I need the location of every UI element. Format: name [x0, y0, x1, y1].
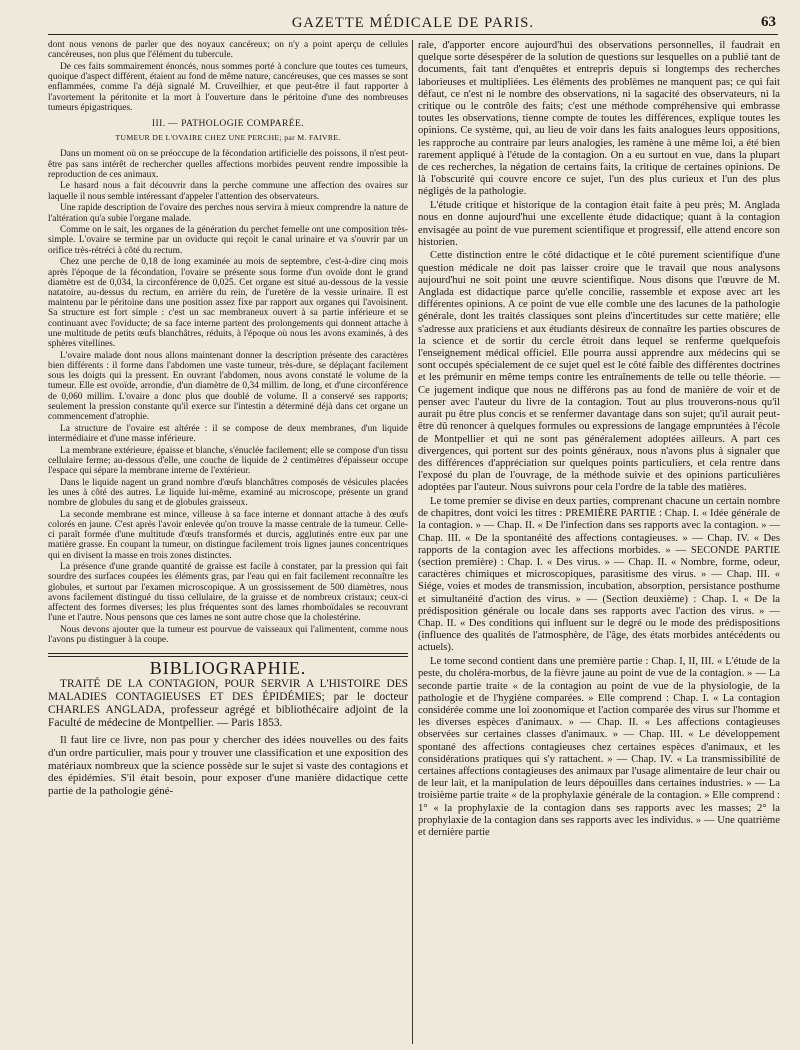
left-column — [48, 40, 408, 1044]
paragraph: Cette distinction entre le côté didactique et le côté purement scientifique d'une question médicale ne doit pas laisser croire que le travail que nous analysons aujourd'hui ne soit point une œuvre scientifique. Nous disons que l'œuvre de M. Anglada est didactique parce qu'elle concilie, rassemble et expose avec art les différentes opinions. A ce point de vue elle comble une des lacunes de la pathologie générale, dont les traités classiques sont pleins d'incertitudes sur cette matière; elle s'adresse aux praticiens et aux étudiants désireux de connaître les parties obscures de la science et de sortir du cercle étroit dans lequel se renferme quelquefois l'enseignement médical officiel. Elle pourra aussi apprendre aux médecins qui se sont occupés spécialement de ce sujet quel est le côté faible des différentes doctrines et les prémunir en même temps contre les entraînements de telle ou telle théorie. — Ce jugement indique que nous ne différons pas au fond de manière de voir et de penser avec l'auteur du livre de la contagion. Tout au plus trouverons-nous qu'il aurait pu être plus concis et se renfermer davantage dans son sujet; qu'il aurait peut-être dû renoncer à quelques formules ou expressions de langage empruntées à l'école de Montpellier et qui ne sont pas généralement adoptées ailleurs. A part ces divergences, qui portent sur des points généraux, nous n'avons plus à signaler que des différences d'appréciation sur quelques points particuliers, et cela rentre dans l'exposé du plan de l'ouvrage, de la méthode suivie et des opinions particulières adoptées par l'auteur. Nous suivrons pour cela l'ordre de la table des matières. — [418, 250, 780, 494]
column-divider — [412, 40, 413, 1044]
paragraph: Le tome premier se divise en deux parties, comprenant chacune un certain nombre de chapitres, dont voici les titres : PREMIÈRE PARTIE : Chap. I. « Idée générale de la contagion. » — Chap. II. « De l'infection dans ses rapports avec la contagion. » — Chap. III. « De la spontanéité des affections contagieuses. » — Chap. IV. « Des rapports de la contagion avec les affections morbides. » — SECONDE PARTIE (section première) : Chap. I. « Des virus. » — Chap. II. « Nombre, forme, odeur, caractères chimiques et microscopiques, parasitisme des virus. » — Chap. III. « Siége, voies et modes de transmission, incubation, absorption, persistance posthume et simultanéité d'action des virus. » — (Section deuxième) : Chap. I. « De la prédisposition générale ou locale dans ses rapports avec l'action des virus. » — Chap. II. « Des conditions qui influent sur le degré ou le mode des prédispositions (influence des qualités de l'atmosphère, de l'âge, des états morbides antécédents ou actuels). — [418, 496, 780, 654]
paragraph: Une rapide description de l'ovaire des perches nous servira à mieux comprendre la nature de l'altération qu'a subie l'organe malade. — [48, 203, 408, 224]
paragraph: L'ovaire malade dont nous allons maintenant donner la description présente des caractères bien différents : il forme dans l'abdomen une vaste tumeur, très-dure, se déplaçant facilement sous les doigts qui la pressent. En ouvrant l'abdomen, nous avons constaté le volume de la tumeur. Elle est ovoïde, arrondie, d'un diamètre de 0,34 millim. de long, et d'une circonférence de 0,060 millim. L'ovaire a donc plus que doublé de volume. Il a conservé ses rapports; seulement la pression constante qu'il exerce sur l'intestin a déterminé déjà dans cet organe un commencement d'atrophie. — [48, 350, 408, 422]
paragraph: La présence d'une grande quantité de graisse est facile à constater, par la pression qui fait sourdre des surfaces coupées les éléments gras, par l'eau qui en fait facilement reconnaître les globules, et surtout par l'examen microscopique. A un grossissement de 500 diamètres, nous avons facilement distingué du tissu cellulaire, de la graisse et de nombreux cristaux; ceux-ci affectent des formes diverses; les plus fréquentes sont des lames rhomboïdales se recouvrant l'une et l'autre. Nous pensons que ces lames ne sont autre chose que la cholestérine. — [48, 562, 408, 624]
book-citation: TRAITÉ DE LA CONTAGION, POUR SERVIR A L'HISTOIRE DES MALADIES CONTAGIEUSES ET DES ÉPIDÉMIES; par le docteur CHARLES ANGLADA, professeur agrégé et bibliothécaire adjoint de la Faculté de médecine de Montpellier. — Paris 1853. — [48, 677, 408, 730]
section-heading: III. — PATHOLOGIE COMPARÉE. — [151, 117, 305, 129]
page-number: 63 — [761, 14, 776, 30]
paragraph: La seconde membrane est mince, villeuse à sa face interne et donnant attache à des œufs colorés en jaune. C'est après l'avoir enlevée qu'on trouve la masse centrale de la tumeur. Celle-ci paraît formée d'une multitude d'œufs transformés et durcis, agglutinés entre eux par une matière grasse. En coupant la tumeur, on distingue facilement trois lignes jaunes concentriques qui en divisent la masse en trois zones distinctes. — [48, 509, 408, 561]
paragraph: Il faut lire ce livre, non pas pour y chercher des idées nouvelles ou des faits d'un ordre particulier, mais pour y trouver une classification et une exposition des matériaux nombreux que la science possède sur le sujet si vaste des contagions et des épidémies. S'il était besoin, pour exposer d'une manière didactique cette partie de la pathologie géné- — [48, 734, 408, 797]
paragraph: Comme on le sait, les organes de la génération du perchet femelle ont une composition très-simple. L'ovaire se termine par un oviducte qui reçoit le canal urinaire et va s'ouvrir par un orifice très-rétréci à côté du rectum. — [48, 225, 408, 256]
paragraph: Dans le liquide nagent un grand nombre d'œufs blanchâtres composés de vésicules placées les unes à côté des autres. Le liquide lui-même, examiné au microscope, présente un grand nombre de globules du sang et de globules graisseux. — [48, 477, 408, 509]
double-rule — [48, 653, 408, 657]
paragraph: De ces faits sommairement énoncés, nous sommes porté à conclure que toutes ces tumeurs, quoique d'aspect différent, étaient au fond de même nature, cancéreuses, que ces masses se sont enflammées, comme l'a déjà signalé M. Cruveilhier, et que peut-être il faut rapporter à l'avortement la péritonite et la mort à l'ouverture dans le péritoine d'une des nombreuses tumeurs épigastriques. — [48, 61, 408, 113]
paragraph: Nous devons ajouter que la tumeur est pourvue de vaisseaux qui l'alimentent, comme nous l'avons pu distinguer à la coupe. — [48, 624, 408, 646]
paragraph: L'étude critique et historique de la contagion était faite à peu près; M. Anglada nous en donne aujourd'hui une excellente étude didactique; quant à la contagion envisagée au point de vue purement scientifique et progressif, elle attend encore son historien. — [418, 200, 780, 248]
paragraph: dont nous venons de parler que des noyaux cancéreux; on n'y a point aperçu de cellules cancéreuses, non plus que l'élément du tubercule. — [48, 40, 408, 61]
journal-title: GAZETTE MÉDICALE DE PARIS. — [291, 15, 535, 31]
page-header — [48, 12, 778, 35]
paragraph: La membrane extérieure, épaisse et blanche, s'énuclée facilement; elle se compose d'un tissu cellulaire ferme; au-dessous d'elle, une couche de liquide de 2 centimètres d'épaisseur occupe l'espace qui sépare la membrane interne de l'extérieur. — [48, 445, 408, 476]
right-column — [418, 40, 780, 1044]
paragraph: Chez une perche de 0,18 de long examinée au mois de septembre, c'est-à-dire cinq mois après l'époque de la fécondation, l'ovaire se présente sous forme d'un ovoïde dont le grand diamètre est de 0,034, la circonférence de 0,025. Cet organe est situé au-dessous de la vessie natatoire, au-dessus du rectum, en arrière du rein, de l'uretère de la vessie urinaire. Il est maintenu par le péritoine dans une position assez fixe par rapport aux organes qui l'avoisinent. Sa structure est fort simple : c'est un sac membraneux ouvert à sa partie inférieure et se continuant avec l'oviducte; de sa face interne partent des prolongements qui donnent attache à une multitude de petits œufs blanchâtres, réduits, à l'époque où nous les avons examinés, à des sphères vitellines. — [48, 257, 408, 349]
article-title: TUMEUR DE L'OVAIRE CHEZ UNE PERCHE; par M. FAIVRE. — [115, 133, 341, 143]
paragraph: rale, d'apporter encore aujourd'hui des observations personnelles, il faudrait en quelque sorte désespérer de la solution de questions sur lesquelles on a publié tant de documents, fait tant d'enquêtes et entrepris depuis si longtemps des recherches laborieuses et multipliées. Les éléments des problèmes ne manquent pas; ce qui fait défaut, ce n'est ni le nombre des observations, ni la sagacité des observateurs, ni la critique ou le contrôle des faits; c'est une méthode compréhensive qui embrasse toutes les observations, tienne compte de toutes les différences, explique toutes les opinions. Ce système, qui, au lieu de voir dans les faits analogues leurs oppositions, les rapproche au contraire par leurs analogies, les ramène à une même loi, a été bien rarement appliqué à l'étude de la contagion. On a eu surtout en vue, dans la plupart de ces recherches, la négation de certains faits, la critique de certaines opinions. De là l'obscurité qui couvre encore ce sujet, l'un des plus curieux et l'un des plus négligés de la pathologie. — [418, 40, 780, 198]
bibliography-heading: BIBLIOGRAPHIE. — [149, 658, 307, 679]
paragraph: Le tome second contient dans une première partie : Chap. I, II, III. « L'étude de la peste, du choléra-morbus, de la fièvre jaune au point de vue de la contagion. » — La seconde partie traite « de la contagion au point de vue de la physiologie, de la pathologie et de l'hygiène comparées. » Elle comprend : Chap. I. « La contagion considérée comme une loi zoonomique et l'action comparée des virus sur l'homme et les diverses espèces d'animaux. » — Chap. II. « Les affections contagieuses observées sur certaines classes d'animaux. » — Chap. III. « Le développement spontané des affections contagieuses chez certaines espèces d'animaux, et les considérations pratiques qui s'y rattachent. » — Chap. IV. « La transmissibilité de certaines affections contagieuses des animaux par l'usage alimentaire de leur chair ou de leur lait, et la manipulation de leurs dépouilles dans certaines industries. » — La troisième partie traite « de la prophylaxie générale de la contagion. » Elle comprend : 1° « la prophylaxie de la contagion dans ses rapports avec les masses; 2° la prophylaxie de la contagion dans ses rapports avec les individus. » — Une quatrième et dernière partie — [418, 656, 780, 838]
paragraph: La structure de l'ovaire est altérée : il se compose de deux membranes, d'un liquide intermédiaire et d'une masse inférieure. — [48, 423, 408, 444]
paragraph: Dans un moment où on se préoccupe de la fécondation artificielle des poissons, il n'est peut-être pas sans intérêt de rechercher quelles affections morbides peuvent rendre impossible la reproduction de ces animaux. — [48, 149, 408, 180]
paragraph: Le hasard nous a fait découvrir dans la perche commune une affection des ovaires sur laquelle il nous semble intéressant d'appeler l'attention des observateurs. — [48, 181, 408, 202]
